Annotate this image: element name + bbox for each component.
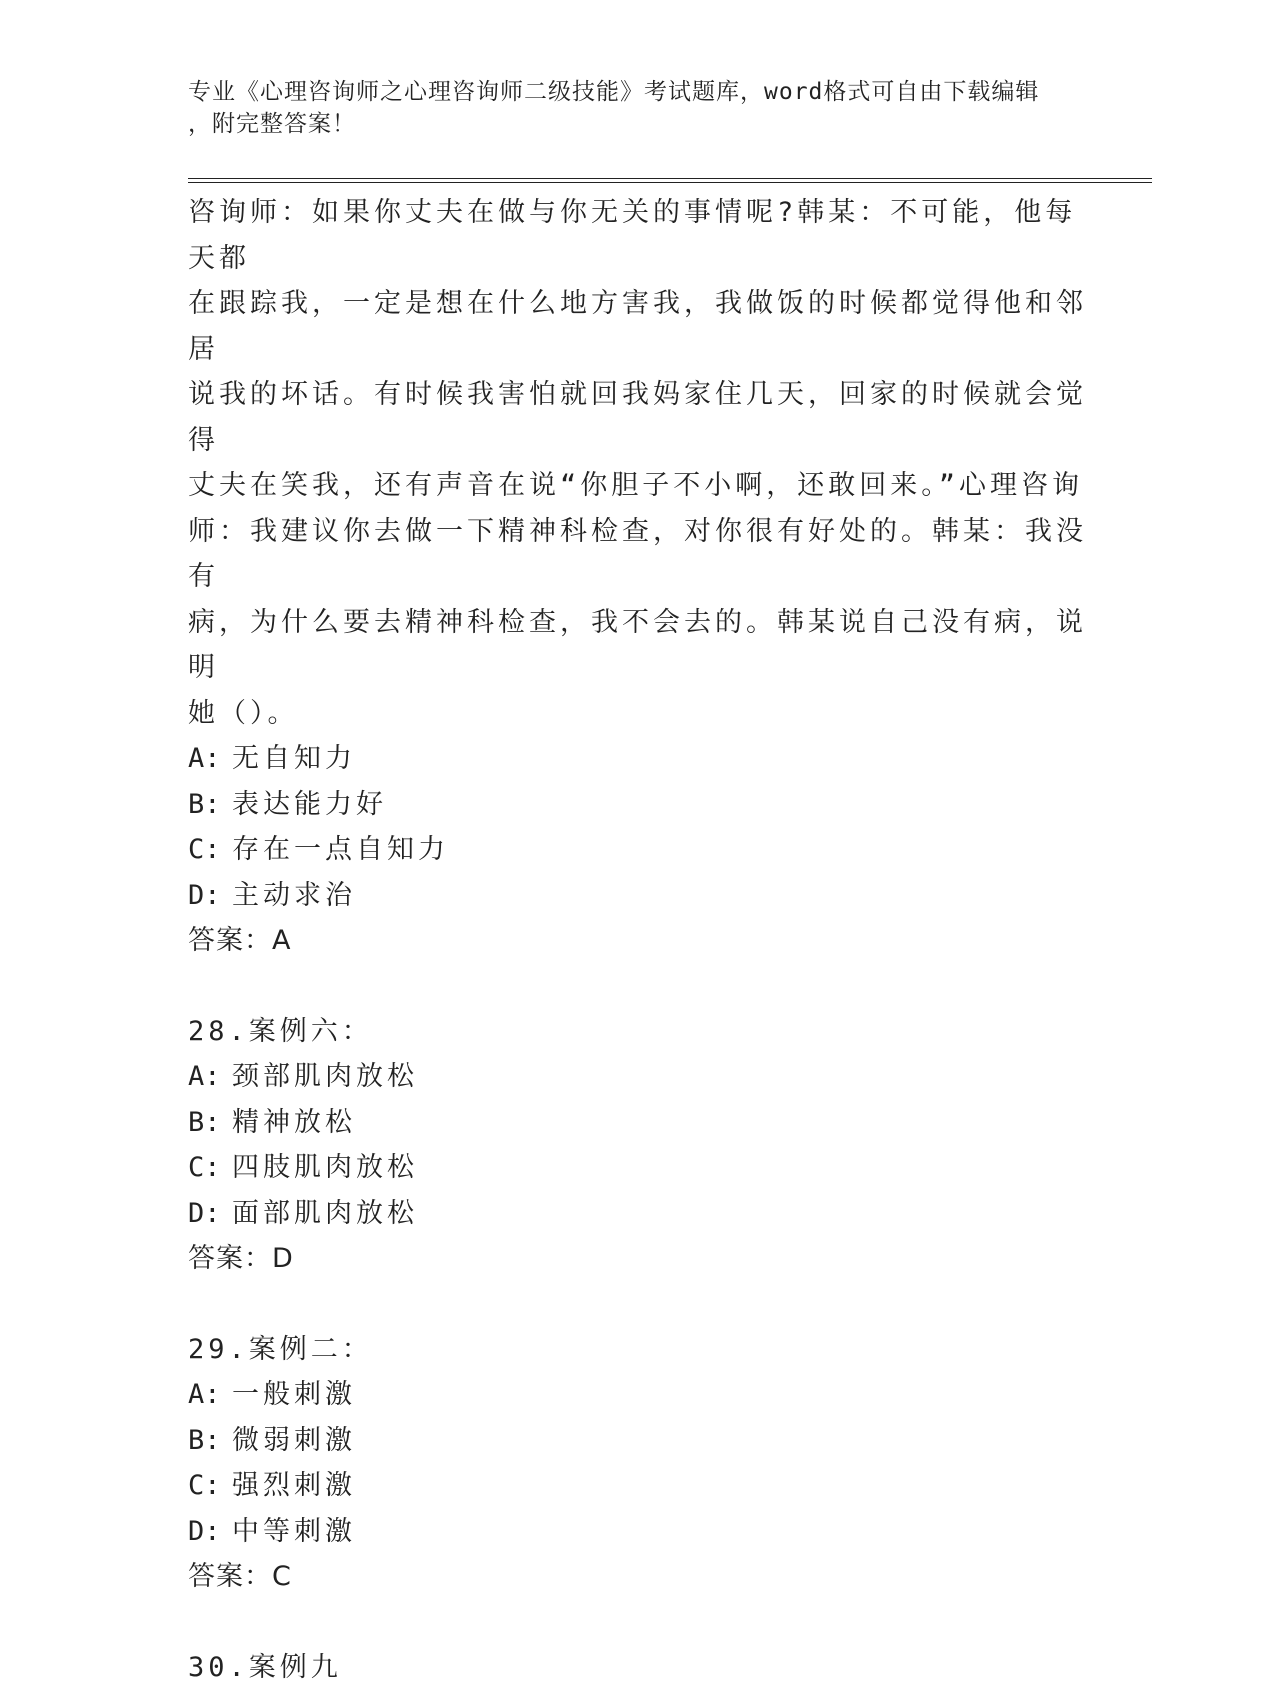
option-a: [188, 736, 1088, 782]
question-stem-line: 说我的坏话。有时候我害怕就回我妈家住几天，回家的时候就会觉得: [188, 372, 1088, 463]
question-stem-line: 病，为什么要去精神科检查，我不会去的。韩某说自己没有病，说明: [188, 600, 1088, 691]
question-stem-line: 在跟踪我，一定是想在什么地方害我，我做饭的时候都觉得他和邻居: [188, 281, 1088, 372]
option-text: 一般刺激: [232, 1379, 356, 1410]
question-28: [188, 1009, 1088, 1282]
option-text: 中等刺激: [232, 1516, 356, 1547]
option-label: D:: [188, 873, 232, 919]
option-d: [188, 873, 1088, 919]
question-list: [188, 190, 1088, 1690]
option-label: B:: [188, 782, 232, 828]
option-b: [188, 1418, 1088, 1464]
option-text: 颈部肌肉放松: [232, 1061, 418, 1092]
option-c: [188, 1463, 1088, 1509]
question-27: [188, 190, 1088, 964]
option-label: A:: [188, 1372, 232, 1418]
spacer: [188, 1600, 1088, 1645]
question-30: [188, 1645, 1088, 1690]
header-rule-top: [188, 178, 1152, 179]
question-stem-line: 咨询师：如果你丈夫在做与你无关的事情呢?韩某：不可能，他每天都: [188, 190, 1088, 281]
option-b: [188, 782, 1088, 828]
spacer: [188, 1282, 1088, 1327]
option-text: 无自知力: [232, 743, 356, 774]
header-line-2: ，附完整答案！: [188, 108, 1068, 140]
question-title: 29.案例二：: [188, 1327, 1088, 1373]
option-c: [188, 827, 1088, 873]
option-a: [188, 1054, 1088, 1100]
option-text: 精神放松: [232, 1107, 356, 1138]
option-text: 存在一点自知力: [232, 834, 449, 865]
question-title: 28.案例六：: [188, 1009, 1088, 1055]
option-label: A:: [188, 736, 232, 782]
option-a: [188, 1372, 1088, 1418]
option-label: D:: [188, 1191, 232, 1237]
question-title: 30.案例九: [188, 1645, 1088, 1690]
answer-line: 答案：D: [188, 1236, 1088, 1282]
option-text: 强烈刺激: [232, 1470, 356, 1501]
option-text: 表达能力好: [232, 789, 387, 820]
option-b: [188, 1100, 1088, 1146]
option-label: C:: [188, 1463, 232, 1509]
document-header: [188, 76, 1068, 140]
header-rule-bottom: [188, 182, 1152, 183]
question-stem-line: 师：我建议你去做一下精神科检查，对你很有好处的。韩某：我没有: [188, 509, 1088, 600]
option-label: B:: [188, 1418, 232, 1464]
answer-line: 答案：A: [188, 918, 1088, 964]
option-label: C:: [188, 827, 232, 873]
spacer: [188, 964, 1088, 1009]
answer-line: 答案：C: [188, 1554, 1088, 1600]
header-line-1: 专业《心理咨询师之心理咨询师二级技能》考试题库，word格式可自由下载编辑: [188, 76, 1068, 108]
option-text: 主动求治: [232, 880, 356, 911]
question-stem-line: 她（）。: [188, 691, 1088, 737]
question-29: [188, 1327, 1088, 1600]
option-text: 四肢肌肉放松: [232, 1152, 418, 1183]
option-label: D:: [188, 1509, 232, 1555]
option-d: [188, 1191, 1088, 1237]
option-d: [188, 1509, 1088, 1555]
option-text: 微弱刺激: [232, 1425, 356, 1456]
option-label: A:: [188, 1054, 232, 1100]
option-text: 面部肌肉放松: [232, 1198, 418, 1229]
question-stem-line: 丈夫在笑我，还有声音在说“你胆子不小啊，还敢回来。”心理咨询: [188, 463, 1088, 509]
option-c: [188, 1145, 1088, 1191]
option-label: C:: [188, 1145, 232, 1191]
option-label: B:: [188, 1100, 232, 1146]
